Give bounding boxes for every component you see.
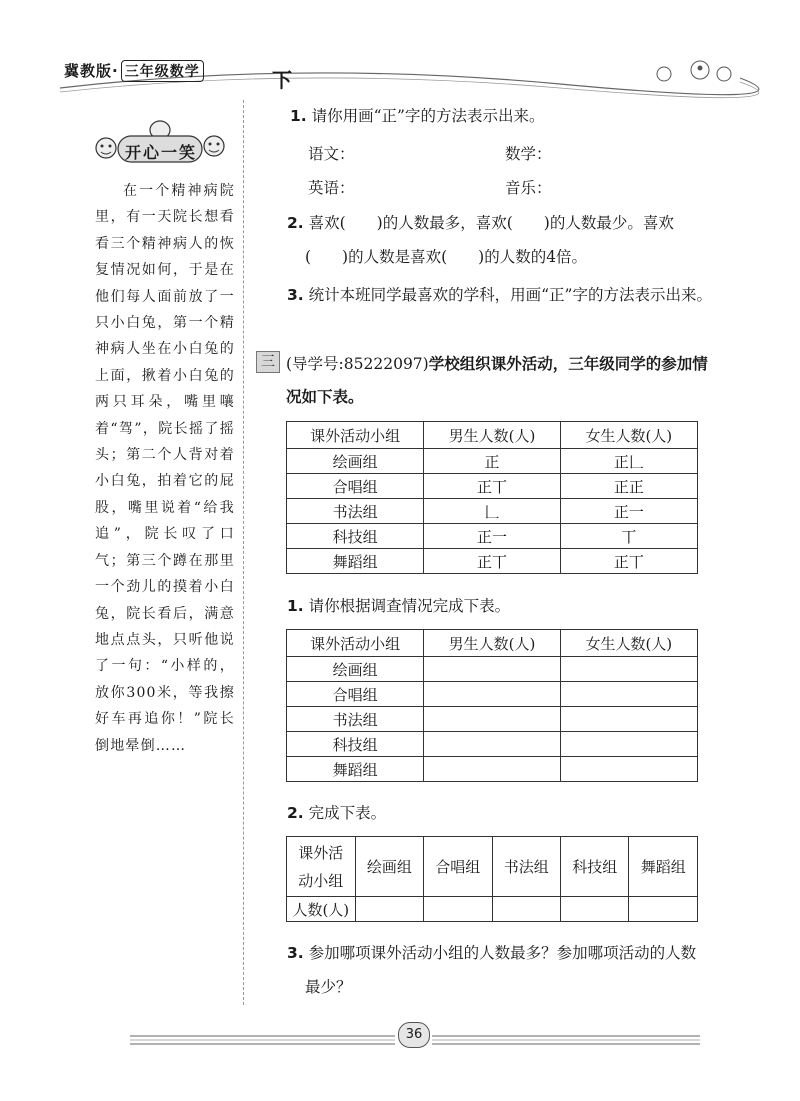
subject-chinese-label: 语文： (308, 145, 355, 163)
joke-corner-title: 开心一笑 (124, 143, 197, 162)
boys-count-cell[interactable] (424, 682, 560, 707)
boys-count-cell[interactable] (424, 657, 560, 682)
volume-label: 下 (272, 68, 292, 92)
girls-tally: 正正 (560, 474, 697, 499)
table-header: 男生人数(人) (424, 422, 560, 449)
grade-label: 三年级数学 (121, 60, 204, 82)
table-header: 女生人数(人) (560, 630, 697, 657)
table-row (287, 682, 698, 707)
girls-tally: 正丅 (560, 549, 697, 574)
section3-intro-line1: (导学号:85222097)学校组织课外活动，三年级同学的参加情 (286, 354, 708, 373)
table-header: 绘画组 (355, 837, 423, 897)
group-name: 科技组 (287, 732, 424, 757)
column-divider (243, 100, 244, 1005)
total-cell[interactable] (561, 897, 629, 922)
girls-tally: 正一 (560, 499, 697, 524)
table-row (287, 524, 698, 549)
group-name: 舞蹈组 (287, 757, 424, 782)
table-header: 书法组 (492, 837, 560, 897)
section3-question-3-line2: 最少？ (305, 978, 352, 996)
group-name: 书法组 (287, 707, 424, 732)
girls-count-cell[interactable] (560, 707, 697, 732)
row-label: 人数(人) (287, 897, 356, 922)
table-row (287, 549, 698, 574)
table-header: 课外活动小组 (287, 422, 424, 449)
group-name: 科技组 (287, 524, 424, 549)
girls-count-cell[interactable] (560, 682, 697, 707)
answer-table (286, 629, 698, 782)
survey-table (286, 421, 698, 574)
total-cell[interactable] (492, 897, 560, 922)
table-header: 女生人数(人) (560, 422, 697, 449)
boys-tally: 𠃊 (424, 499, 560, 524)
total-cell[interactable] (424, 897, 492, 922)
joke-story (95, 178, 235, 759)
table-row (287, 897, 698, 922)
table-header: 合唱组 (424, 837, 492, 897)
section3-question-1: 1. 请你根据调查情况完成下表。 (287, 597, 511, 615)
girls-tally: 丅 (560, 524, 697, 549)
table-row (287, 657, 698, 682)
section-number-badge: 三 (256, 351, 280, 373)
textbook-brand: 冀教版· 三年级数学 (64, 60, 204, 82)
section3-intro-line2: 况如下表。 (286, 387, 364, 406)
table-row (287, 707, 698, 732)
table-row (287, 449, 698, 474)
group-name: 绘画组 (287, 449, 424, 474)
joke-corner-logo (90, 118, 230, 174)
boys-tally: 正一 (424, 524, 560, 549)
page-header-decoration (0, 0, 800, 110)
table-header: 课外活动小组 (287, 630, 424, 657)
totals-table (286, 836, 698, 922)
girls-count-cell[interactable] (560, 732, 697, 757)
boys-count-cell[interactable] (424, 732, 560, 757)
girls-tally: 正𠃊 (560, 449, 697, 474)
table-header: 男生人数(人) (424, 630, 560, 657)
group-name: 合唱组 (287, 474, 424, 499)
boys-tally: 正丅 (424, 474, 560, 499)
table-row (287, 757, 698, 782)
group-name: 舞蹈组 (287, 549, 424, 574)
table-header: 科技组 (561, 837, 629, 897)
section3-question-2: 2. 完成下表。 (287, 804, 387, 822)
table-row (287, 499, 698, 524)
question-2-line2: ( )的人数是喜欢( )的人数的4倍。 (305, 248, 588, 266)
table-row (287, 732, 698, 757)
question-3: 3. 统计本班同学最喜欢的学科，用画“正”字的方法表示出来。 (287, 286, 712, 304)
group-name: 书法组 (287, 499, 424, 524)
boys-count-cell[interactable] (424, 757, 560, 782)
group-name: 合唱组 (287, 682, 424, 707)
boys-tally: 正丅 (424, 549, 560, 574)
table-header: 舞蹈组 (629, 837, 698, 897)
subject-music-label: 音乐： (505, 179, 552, 197)
group-name: 绘画组 (287, 657, 424, 682)
question-2-line1: 2. 喜欢( )的人数最多，喜欢( )的人数最少。喜欢 (287, 214, 674, 232)
total-cell[interactable] (355, 897, 423, 922)
girls-count-cell[interactable] (560, 657, 697, 682)
subject-math-label: 数学： (505, 145, 552, 163)
question-1: 1. 请你用画“正”字的方法表示出来。 (290, 107, 545, 125)
subject-english-label: 英语： (308, 179, 355, 197)
boys-count-cell[interactable] (424, 707, 560, 732)
page-number: 36 (398, 1022, 430, 1048)
table-corner-header: 课外活 动小组 (287, 837, 356, 897)
total-cell[interactable] (629, 897, 698, 922)
cartoon-icon (657, 61, 731, 81)
table-row (287, 474, 698, 499)
boys-tally: 正 (424, 449, 560, 474)
joke-story-text: 在一个精神病院里，有一天院长想看看三个精神病人的恢复情况如何，于是在他们每人面前放了一只小白兔，第一个精神病人坐在小白兔的上面，揪着小白兔的两只耳朵，嘴里嚷着“驾”，院长摇了摇头；第二个人背对着小白兔，拍着它的屁股，嘴里说着“给我追”，院长叹了口气；第三个蹲在那里一个劲儿的摸着小白兔，院长看后，满意地点点头，只听他说了一句：“小样的，放你300米，等我擦好车再追你！”院长倒地晕倒…… (95, 183, 235, 754)
girls-count-cell[interactable] (560, 757, 697, 782)
section3-question-3-line1: 3. 参加哪项课外活动小组的人数最多？参加哪项活动的人数 (287, 944, 697, 962)
